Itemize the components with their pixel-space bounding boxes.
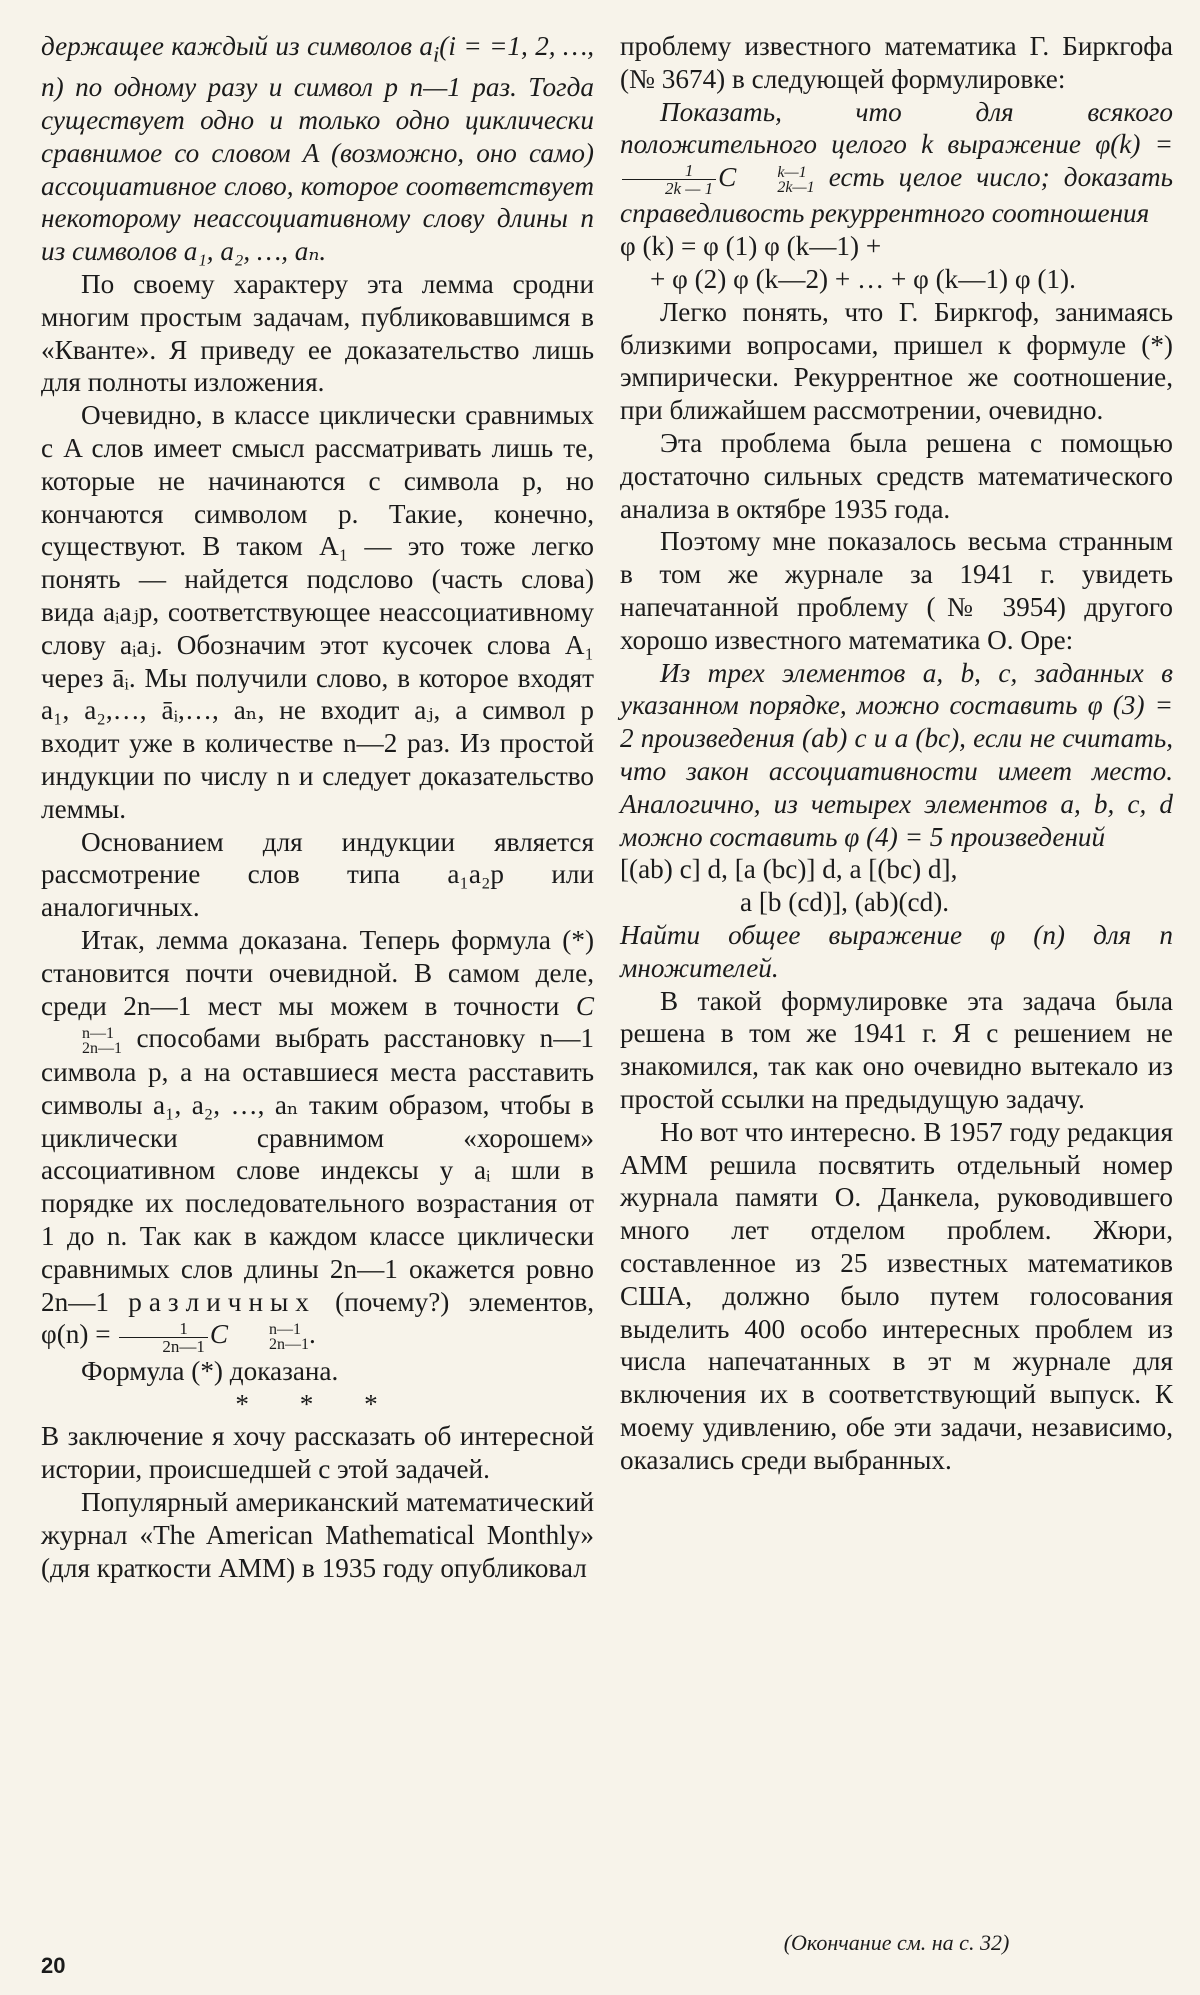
right-column (620, 30, 1173, 1477)
ore-problem: Из трех элементов a, b, c, заданных в указанном порядке, можно составить φ (3) = 2 произведения (ab) c и a (bc), если не считать, что закон ассоциативности имеет место. Аналогично, из четырех элементов a, b, c, d можно составить φ (4) = 5 произведений (620, 657, 1173, 852)
binom-sub: 2n—1 (82, 1040, 122, 1058)
fraction-numerator: 1 (119, 1320, 208, 1338)
spaced-word: различных (128, 1286, 316, 1317)
paragraph-proof: Очевидно, в классе циклически сравнимых с A слов имеет смысл рассматривать лишь те, которые не начинаются с символа p, но кончаются символом p. Такие, конечно, существуют. В таком A₁ — это тоже легко понять — найдется подслово (часть слова) вида aᵢaⱼp, соответствующее неассоциативному слову aᵢaⱼ. Обозначим этот кусочек слова A₁ через āᵢ. Мы получили слово, в которое входят a₁, a₂,…, āᵢ,…, aₙ, не входит aⱼ, а символ p входит уже в количестве n—2 раз. Из простой индукции по числу n и следует доказательство леммы. (41, 400, 594, 824)
paragraph-ore: Поэтому мне показалось весьма странным в том же журнале за 1941 г. увидеть напечатанной проблему (№ 3954) другого хорошо известного математика О. Оре: (620, 526, 1173, 655)
birkhoff-text-b: есть целое число; доказать справедливость рекуррентного соотношения (620, 162, 1173, 229)
paragraph-formula-proof (41, 924, 594, 1355)
formula-proof-text-a: Итак, лемма доказана. Теперь формула (*) становится почти очевидной. В самом деле, среди 2n—1 мест мы можем в точности (41, 924, 594, 1021)
lemma-subscript: i (433, 41, 440, 67)
paragraph-kvant: По своему характеру эта лемма сродни многим простым задачам, публиковавшимся в «Кванте». Я приведу ее доказательство лишь для полноты изложения. (41, 269, 594, 398)
binom-indices-2 (229, 1322, 309, 1352)
paragraph-amm: Популярный американский математический журнал «The American Mathematical Monthly» (для краткости AMM) в 1935 году опубликовал (41, 1486, 594, 1583)
lemma-text-start: держащее каждый из символов a (41, 31, 433, 61)
birkhoff-fraction (622, 162, 716, 197)
birkhoff-binom-sup: k—1 (777, 163, 807, 181)
paragraph-formulation: В такой формулировке эта задача была решена в том же 1941 г. Я с решением не знакомился, так как оно очевидно вытекало из простой ссылки на предыдущую задачу. (620, 985, 1173, 1114)
paragraph-formula-proved: Формула (*) доказана. (81, 1355, 339, 1386)
birkhoff-binom (737, 165, 814, 195)
recurrence-line-1: φ (k) = φ (1) φ (k—1) + (620, 231, 882, 262)
ore-question: Найти общее выражение φ (n) для n множителей. (620, 919, 1173, 983)
paragraph-empirical: Легко понять, что Г. Биркгоф, занимаясь близкими вопросами, пришел к формуле (*) эмпирически. Рекуррентное же соотношение, при ближайшем рассмотрении, очевидно. (620, 296, 1173, 426)
formula-proof-text-b: способами выбрать расстановку n—1 символа p, а на оставшиеся места расставить символы a₁, a₂, …, aₙ таким образом, чтобы в циклически сравнимом «хорошем» ассоциативном слове индексы у aᵢ шли в порядке их последовательного возрастания от 1 до n. Так как в каждом классе циклически сравнимых слов длины 2n—1 окажется ровно 2n—1 (41, 1023, 595, 1317)
fraction (119, 1320, 208, 1355)
birkhoff-fraction-den: 2k — 1 (665, 179, 714, 199)
binom-c-2: C (209, 1319, 228, 1350)
paragraph-interesting: Но вот что интересно. В 1957 году редакция AMM решила посвятить отдельный номер журнала памяти О. Данкела, руководившего много лет отделом проблем. Жюри, составленное из 25 известных математиков США, должно было путем голосования выделить 400 особо интересных проблем из числа напечатанных в эт м журнале для включения их в соответствующий выпуск. К моему удивлению, обе эти задачи, независимо, оказались среди выбранных. (620, 1116, 1173, 1475)
binom-c: C (575, 990, 594, 1021)
recurrence-line-2: + φ (2) φ (k—2) + … + φ (k—1) φ (1). (650, 264, 1076, 295)
paragraph-solved: Эта проблема была решена с помощью достаточно сильных средств математического анализа в октябре 1935 года. (620, 428, 1173, 524)
lemma-text-rest: (i = =1, 2, …, n) по одному разу и символ p n—1 раз. Тогда существует одно и только одно циклически сравнимое со словом A (возможно, оно само) ассоциативное слово, которое соответствует некоторому неассоциативному слову длины n из символов a₁, a₂, …, aₙ. (41, 31, 594, 267)
paragraph-conclusion: В заключение я хочу рассказать об интересной истории, происшедшей с этой задачей. (41, 1421, 594, 1485)
paragraph-induction: Основанием для индукции является рассмотрение слов типа a₁a₂p или аналогичных. (41, 826, 594, 923)
products-line-1: [(ab) c] d, [a (bc)] d, a [(bc) d], (620, 854, 958, 885)
birkhoff-text-a: Показать, что для всякого положительного целого k выражение φ(k) = (620, 96, 1173, 160)
formula-proof-text-c: (почему?) элементов, φ(n) = (41, 1286, 594, 1350)
birkhoff-binom-sub: 2k—1 (777, 178, 815, 196)
binom-sub-2: 2n—1 (268, 1336, 309, 1354)
lemma-statement (41, 30, 594, 268)
birkhoff-problem (620, 96, 1173, 231)
binom-sup-2: n—1 (268, 1321, 301, 1339)
fraction-denominator: 2n—1 (162, 1336, 205, 1356)
paragraph-birkhoff: проблему известного математика Г. Биркгофа (№ 3674) в следующей формулировке: (620, 31, 1173, 94)
birkhoff-binom-c: C (718, 162, 737, 193)
left-column (41, 30, 594, 1584)
page-number: 20 (41, 1953, 66, 1978)
products-line-2: a [b (cd)], (ab)(cd). (740, 887, 950, 918)
period: . (308, 1319, 316, 1350)
binom-indices (42, 1026, 122, 1056)
binom-sup: n—1 (82, 1025, 114, 1043)
continuation-note: (Окончание см. на с. 32) (783, 1930, 1010, 1955)
birkhoff-fraction-num: 1 (622, 162, 716, 180)
section-divider: * * * (235, 1388, 400, 1419)
